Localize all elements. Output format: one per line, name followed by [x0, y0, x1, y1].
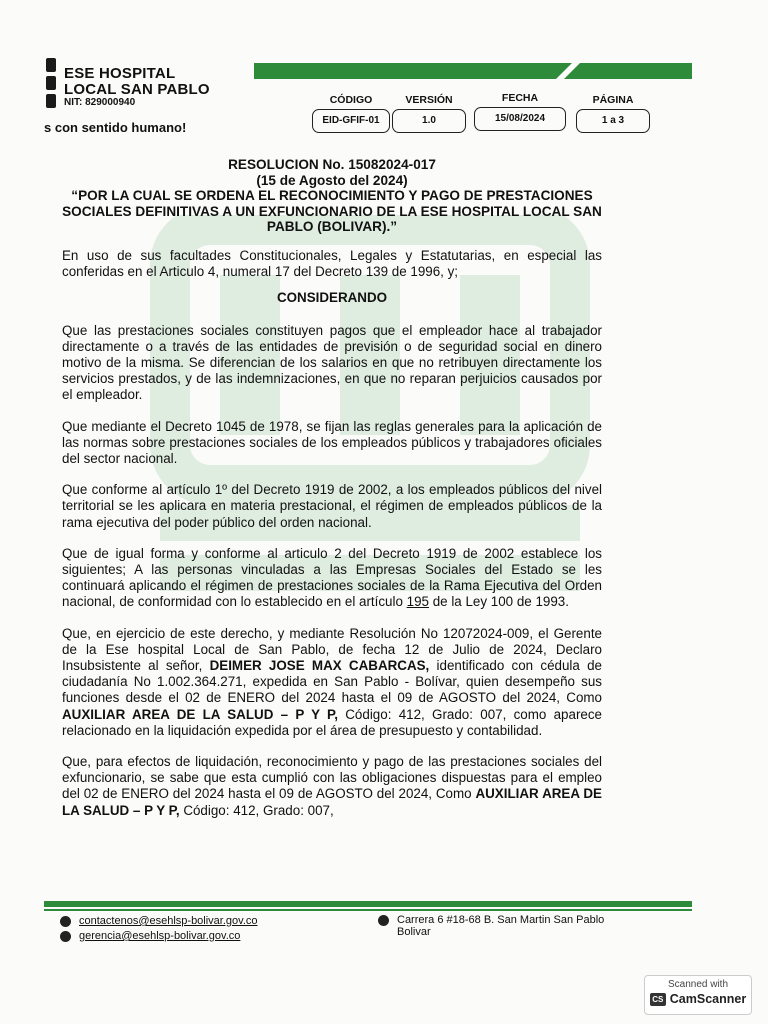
codigo-block — [312, 94, 390, 133]
codigo-label: CÓDIGO — [329, 94, 373, 106]
paragraph-5-text-c: Código: 412, Grado: 007, como aparece relacionado en la liquidación expedida por el área de presupuesto y contabilidad. — [62, 706, 602, 738]
version-value: 1.0 — [392, 109, 466, 133]
fecha-label: FECHA — [501, 92, 539, 104]
considerando-heading: CONSIDERANDO — [276, 290, 388, 306]
resolution-title: “POR LA CUAL SE ORDENA EL RECONOCIMIENTO Y PAGO DE PRESTACIONES SOCIALES DEFINITIVAS A UN EXFUNCIONARIO DE LA ESE HOSPITAL LOCAL SAN PABLO (BOLIVAR).” — [62, 188, 602, 235]
paragraph-4 — [62, 546, 602, 611]
address-line-1: Carrera 6 #18-68 B. San Martin San Pablo — [397, 914, 605, 926]
hospital-logo-icon — [46, 58, 56, 110]
codigo-value: EID-GFIF-01 — [312, 109, 390, 133]
header-green-band — [254, 63, 692, 79]
paragraph-4-text-b: de la Ley 100 de 1993. — [429, 594, 569, 610]
org-nit: NIT: 829000940 — [64, 97, 136, 108]
fecha-value: 15/08/2024 — [474, 107, 566, 131]
email-icon — [60, 931, 71, 942]
org-name — [64, 66, 210, 98]
paragraph-5-text-a: Que, en ejercicio de este derecho, y mediante Resolución No 12072024-009, el Gerente de la Ese hospital Local de San Pablo, de fecha 12 de Julio de 2024, Declaro Insubsistente al señor, — [62, 625, 602, 674]
document-body — [62, 157, 602, 819]
footer-divider-thin — [44, 909, 692, 911]
address-line-2: Bolivar — [397, 926, 431, 938]
paragraph-4-text-a: Que de igual forma y conforme al articulo 2 del Decreto 1919 de 2002 establece los siguientes; A las personas vinculadas a las Empresas Sociales del Estado se les continuará aplicando el régimen de prestaciones sociales de la Rama Ejecutiva del Orden nacional, de conformidad con lo establecido en el artículo — [62, 545, 602, 610]
pagina-block — [576, 94, 650, 133]
address-text — [397, 914, 604, 938]
paragraph-6-text-b: Código: 412, Grado: 007, — [179, 802, 334, 818]
paragraph-6-text-a: Que, para efectos de liquidación, reconocimiento y pago de las prestaciones sociales del exfuncionario, se sabe que esta cumplió con las obligaciones dispuestas para el empleo del 02 de ENERO del 2024 hasta el 09 de AGOSTO del 2024, Como — [62, 754, 602, 802]
resolution-number: RESOLUCION No. 15082024-017 — [228, 157, 436, 172]
intro-paragraph: En uso de sus facultades Constitucionales, Legales y Estatutarias, en especial las conferidas en el Articulo 4, numeral 17 del Decreto 139 de 1996, y; — [62, 247, 602, 280]
paragraph-2: Que mediante el Decreto 1045 de 1978, se fijan las reglas generales para la aplicación de las normas sobre prestaciones sociales de los empleados públicos y trabajadores oficiales del sector nacional. — [62, 418, 602, 466]
email-icon — [60, 916, 71, 927]
employee-role-2: AUXILIAR AREA DE LA SALUD – P Y P, — [62, 786, 602, 818]
camscanner-caption: Scanned with — [667, 979, 729, 990]
paragraph-5-text-b: identificado con cédula de ciudadanía No 1.002.364.271, expedida en San Pablo - Bolívar, quien desempeño sus funciones desde el 02 de ENERO del 2024 hasta el 09 de AGOSTO del 2024, Como — [62, 658, 603, 706]
camscanner-name: CamScanner — [669, 992, 747, 1006]
footer-email-2 — [60, 930, 240, 942]
paragraph-1: Que las prestaciones sociales constituyen pagos que el empleador hace al trabajador directamente o a través de las entidades de previsión o de seguridad social en dinero motivo de la misma. Se diferencian de los salarios en que no retribuyen directamente los servicios prestados, y de las indemnizaciones, en que no reparan perjuicios causados por el empleador. — [62, 322, 602, 403]
org-name-line2: LOCAL SAN PABLO — [64, 81, 210, 98]
location-pin-icon — [378, 915, 389, 926]
fecha-block — [474, 92, 566, 131]
paragraph-6 — [62, 754, 602, 819]
camscanner-badge — [644, 975, 752, 1015]
employee-role: AUXILIAR AREA DE LA SALUD – P Y P, — [62, 706, 338, 722]
employee-name: DEIMER JOSE MAX CABARCAS, — [209, 658, 430, 674]
footer-divider — [44, 901, 692, 907]
manager-email-link[interactable]: gerencia@esehlsp-bolivar.gov.co — [79, 930, 241, 942]
contact-email-link[interactable]: contactenos@esehlsp-bolivar.gov.co — [79, 915, 258, 927]
pagina-value: 1 a 3 — [576, 109, 650, 133]
version-block — [392, 94, 466, 133]
org-name-line1: ESE HOSPITAL — [64, 65, 176, 82]
article-link: 195 — [406, 594, 429, 610]
camscanner-logo-icon: CS — [650, 993, 666, 1006]
pagina-label: PÁGINA — [592, 94, 634, 106]
paragraph-3: Que conforme al artículo 1º del Decreto 1919 de 2002, a los empleados públicos del nivel territorial se les aplicara en materia prestacional, el régimen de empleados públicos de la rama ejecutiva del poder público del orden nacional. — [62, 482, 602, 530]
paragraph-5 — [62, 626, 602, 739]
footer-address — [378, 914, 604, 938]
slogan: s con sentido humano! — [44, 120, 187, 135]
version-label: VERSIÓN — [405, 94, 453, 106]
resolution-date: (15 de Agosto del 2024) — [256, 172, 408, 188]
footer-email-1 — [60, 915, 258, 927]
